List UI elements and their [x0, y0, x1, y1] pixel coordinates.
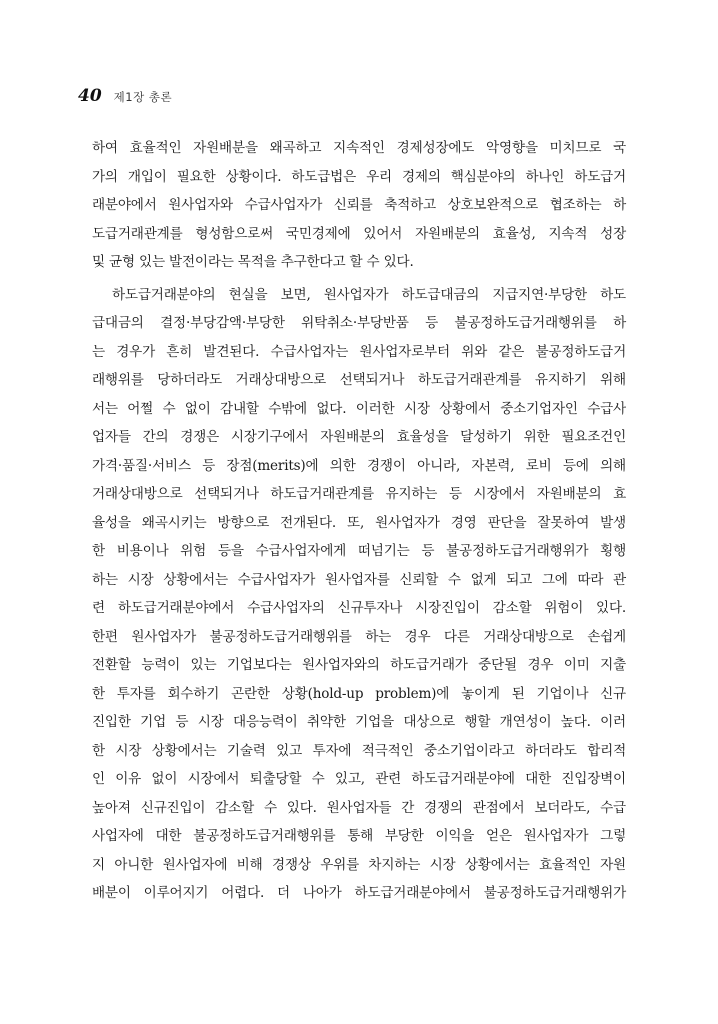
text-line: 한 시장 상황에서는 기술력 있고 투자에 적극적인 중소기업이라고 하더라도 합리적 — [92, 742, 626, 759]
text-line: 진입한 기업 등 시장 대응능력이 취약한 기업을 대상으로 행할 개연성이 높다. 이러 — [92, 714, 626, 730]
text-line: 는 경우가 흔히 발견된다. 수급사업자는 원사업자로부터 위와 같은 불공정하도급거 — [92, 343, 626, 360]
text-line: 서는 어쩔 수 없이 감내할 수밖에 없다. 이러한 시장 상황에서 중소기업자인 수급사 — [92, 400, 626, 417]
paragraph — [92, 281, 626, 908]
text-line: 래행위를 당하더라도 거래상대방으로 선택되거나 하도급거래관계를 유지하기 위해 — [92, 372, 626, 388]
text-line: 도급거래관계를 형성함으로써 국민경제에 있어서 자원배분의 효율성, 지속적 성장 — [92, 225, 626, 242]
text-line: 가격·품질·서비스 등 장점(merits)에 의한 경쟁이 아니라, 자본력, 로비 등에 의해 — [92, 457, 626, 474]
text-line: 높아져 신규진입이 감소할 수 있다. 원사업자들 간 경쟁의 관점에서 보더라도, 수급 — [92, 799, 626, 816]
text-line: 래분야에서 원사업자와 수급사업자가 신뢰를 축적하고 상호보완적으로 협조하는 하 — [92, 197, 626, 213]
body-text — [92, 134, 626, 908]
text-line: 인 이유 없이 시장에서 퇴출당할 수 있고, 관련 하도급거래분야에 대한 진입장벽이 — [92, 771, 626, 787]
text-line: 배분이 이루어지기 어렵다. 더 나아가 하도급거래분야에서 불공정하도급거래행위가 — [92, 885, 626, 901]
text-line: 한편 원사업자가 불공정하도급거래행위를 하는 경우 다른 거래상대방으로 손쉽게 — [92, 628, 626, 645]
text-line: 지 아니한 원사업자에 비해 경쟁상 우위를 차지하는 시장 상황에서는 효율적인 자원 — [92, 856, 626, 873]
text-line: 련 하도급거래분야에서 수급사업자의 신규투자나 시장진입이 감소할 위험이 있다. — [92, 600, 626, 616]
text-line: 하여 효율적인 자원배분을 왜곡하고 지속적인 경제성장에도 악영향을 미치므로 국 — [92, 140, 626, 156]
text-line: 율성을 왜곡시키는 방향으로 전개된다. 또, 원사업자가 경영 판단을 잘못하여 발생 — [92, 514, 626, 531]
chapter-title: 제1장 총론 — [113, 90, 173, 104]
page-number: 40 — [78, 86, 102, 106]
text-line: 업자들 간의 경쟁은 시장기구에서 자원배분의 효율성을 달성하기 위한 필요조건인 — [92, 429, 626, 445]
text-line: 한 비용이나 위험 등을 수급사업자에게 떠넘기는 등 불공정하도급거래행위가 횡행 — [92, 543, 626, 559]
text-line: 가의 개입이 필요한 상황이다. 하도급법은 우리 경제의 핵심분야의 하나인 하도급거 — [92, 168, 626, 185]
text-line: 한 투자를 회수하기 곤란한 상황(hold-up problem)에 놓이게 된 기업이나 신규 — [92, 685, 626, 702]
text-line: 사업자에 대한 불공정하도급거래행위를 통해 부당한 이익을 얻은 원사업자가 그렇 — [92, 828, 626, 844]
text-line: 급대금의 결정·부당감액·부당한 위탁취소·부당반품 등 불공정하도급거래행위를 하 — [92, 315, 626, 331]
text-line: 및 균형 있는 발전이라는 목적을 추구한다고 할 수 있다. — [92, 254, 414, 270]
text-line: 거래상대방으로 선택되거나 하도급거래관계를 유지하는 등 시장에서 자원배분의 효 — [92, 486, 626, 502]
text-line: 하는 시장 상황에서는 수급사업자가 원사업자를 신뢰할 수 없게 되고 그에 따라 관 — [92, 571, 626, 588]
text-line: 하도급거래분야의 현실을 보면, 원사업자가 하도급대금의 지급지연·부당한 하도 — [112, 286, 626, 303]
text-line: 전환할 능력이 있는 기업보다는 원사업자와의 하도급거래가 중단될 경우 이미 지출 — [92, 657, 626, 673]
paragraph — [92, 134, 626, 277]
running-header — [78, 86, 172, 106]
